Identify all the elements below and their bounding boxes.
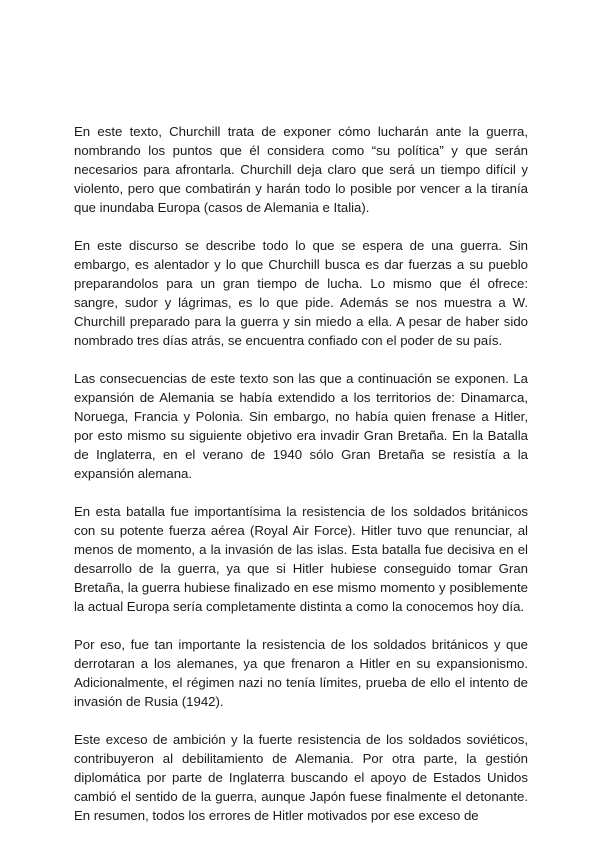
paragraph-3: Las consecuencias de este texto son las que a continuación se exponen. La expansión de Alemania se había extendido a los territorios de: Dinamarca, Noruega, Francia y Polonia. Sin embargo, no había quien frenase a Hitler, por esto mismo su siguiente objetivo era invadir Gran Bretaña. En la Batalla de Inglaterra, en el verano de 1940 sólo Gran Bretaña se resistía a la expansión alemana.: [74, 371, 528, 481]
document-body: [74, 122, 528, 844]
paragraph-2: En este discurso se describe todo lo que se espera de una guerra. Sin embargo, es alentador y lo que Churchill busca es dar fuerzas a su pueblo preparandolos para un gran tiempo de lucha. Lo mismo que él ofrece: sangre, sudor y lágrimas, es lo que pide. Además se nos muestra a W. Churchill preparado para la guerra y sin miedo a ella. A pesar de haber sido nombrado tres días atrás, se encuentra confiado con el poder de su país.: [74, 238, 528, 348]
paragraph-4: En esta batalla fue importantísima la resistencia de los soldados británicos con su potente fuerza aérea (Royal Air Force). Hitler tuvo que renunciar, al menos de momento, a la invasión de las islas. Esta batalla fue decisiva en el desarrollo de la guerra, ya que si Hitler hubiese conseguido tomar Gran Bretaña, la guerra hubiese finalizado en ese mismo momento y posiblemente la actual Europa sería completamente distinta a como la conocemos hoy día.: [74, 504, 528, 614]
paragraph-6: Este exceso de ambición y la fuerte resistencia de los soldados soviéticos, contribuyeron al debilitamiento de Alemania. Por otra parte, la gestión diplomática por parte de Inglaterra buscando el apoyo de Estados Unidos cambió el sentido de la guerra, aunque Japón fuese finalmente el detonante. En resumen, todos los errores de Hitler motivados por ese exceso de: [74, 732, 528, 823]
paragraph-1: En este texto, Churchill trata de exponer cómo lucharán ante la guerra, nombrando los puntos que él considera como “su política” y que serán necesarios para afrontarla. Churchill deja claro que será un tiempo difícil y violento, pero que combatirán y harán todo lo posible por vencer a la tiranía que inundaba Europa (casos de Alemania e Italia).: [74, 124, 528, 215]
paragraph-5: Por eso, fue tan importante la resistencia de los soldados británicos y que derrotaran a los alemanes, ya que frenaron a Hitler en su expansionismo. Adicionalmente, el régimen nazi no tenía límites, prueba de ello el intento de invasión de Rusia (1942).: [74, 637, 528, 709]
